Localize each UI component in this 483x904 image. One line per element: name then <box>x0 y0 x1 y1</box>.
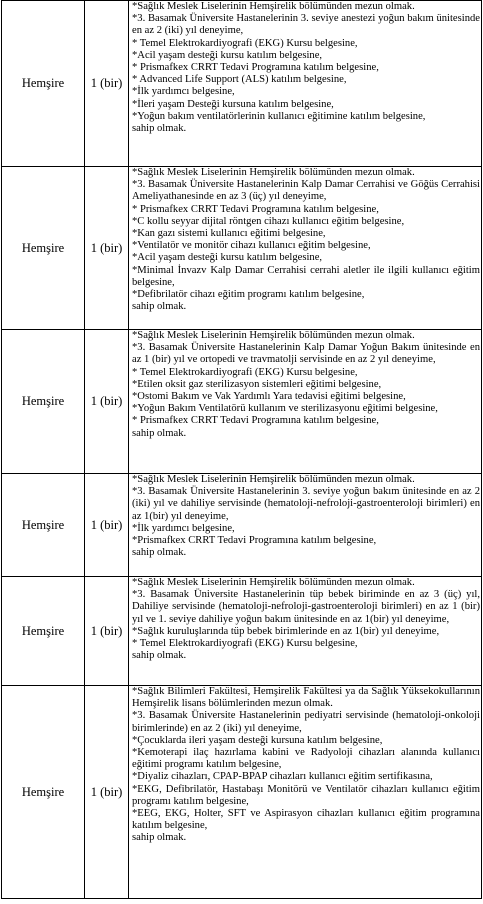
table-row <box>2 474 482 577</box>
requirement-line: *Acil yaşam desteği kursu katılım belgesine, <box>132 49 323 61</box>
requirement-line: *Prismafkex CRRT Tedavi Programına katılım belgesine, <box>132 535 377 547</box>
position-title: Hemşire <box>2 577 85 686</box>
requirements-cell <box>129 167 482 330</box>
requirements-cell <box>129 686 482 899</box>
requirement-line: *Defibrilatör cihazı eğitim programı katılım belgesine, <box>132 289 365 301</box>
position-title: Hemşire <box>2 330 85 474</box>
requirements-cell <box>129 474 482 577</box>
table-row <box>2 686 482 899</box>
requirement-line: sahip olmak. <box>132 301 187 313</box>
position-title: Hemşire <box>2 1 85 167</box>
requirement-line: *İleri yaşam Desteği kursuna katılım belgesine, <box>132 98 334 110</box>
requirement-line: *Sağlık Meslek Liselerinin Hemşirelik bölümünden mezun olmak. <box>132 577 415 588</box>
requirement-line: *Kemoterapi ilaç hazırlama kabini ve Radyoloji cihazları alanında kullanıcı eğitimi programı katılım belgesine, <box>132 747 480 771</box>
requirement-line: * Advanced Life Support (ALS) katılım belgesine, <box>132 74 347 86</box>
requirement-line: *3. Basamak Üniversite Hastanelerinin Kalp Damar Yoğun Bakım ünitesinde en az 1 (bir) yıl ve ortopedi ve travmatolji servisinde en az 2 yıl deneyime, <box>132 342 480 366</box>
requirement-line: *Kan gazı sistemi kullanıcı eğitimi belgesine, <box>132 228 326 240</box>
position-count: 1 (bir) <box>85 1 129 167</box>
position-count: 1 (bir) <box>85 167 129 330</box>
requirement-line: * Temel Elektrokardiyografi (EKG) Kursu belgesine, <box>132 37 358 49</box>
requirement-line: sahip olmak. <box>132 650 187 662</box>
requirement-line: *Ostomi Bakım ve Vak Yardımlı Yara tedavisi eğitimi belgesine, <box>132 391 406 403</box>
table-row <box>2 577 482 686</box>
requirement-line: *Sağlık Meslek Liselerinin Hemşirelik bölümünden mezun olmak. <box>132 474 415 485</box>
requirement-line: *Çocuklarda ileri yaşam desteği kursuna katılım belgesine, <box>132 734 383 746</box>
requirement-line: *3. Basamak Üniversite Hastanelerinin tüp bebek biriminde en az 3 (üç) yıl, Dahiliye servisinde (hematoloji-nefroloji-gastroenteroloji birimleri) en az 1 (bir) yıl ve 1. seviye dahiliye yoğun bakım ünitesinde en az 1(bir) yıl deneyime, <box>132 589 480 625</box>
requirement-line: *EEG, EKG, Holter, SFT ve Aspirasyon cihazları kullanıcı eğitim programına katılım belgesine, <box>132 808 480 832</box>
requirements-cell <box>129 330 482 474</box>
requirement-line: * Prismafkex CRRT Tedavi Programına katılım belgesine, <box>132 415 379 427</box>
requirement-line: *Diyaliz cihazları, CPAP-BPAP cihazları kullanıcı eğitim sertifikasına, <box>132 771 433 783</box>
requirements-cell <box>129 577 482 686</box>
requirement-line: *Yoğun Bakım Ventilatörü kullanım ve sterilizasyonu eğitimi belgesine, <box>132 403 438 415</box>
requirement-line: *Yoğun bakım ventilatörlerinin kullanıcı eğitimine katılım belgesine, <box>132 110 426 122</box>
requirements-table <box>1 0 482 899</box>
requirements-cell <box>129 1 482 167</box>
requirement-line: *Sağlık Meslek Liselerinin Hemşirelik bölümünden mezun olmak. <box>132 167 415 178</box>
requirement-line: * Prismafkex CRRT Tedavi Programına katılım belgesine, <box>132 62 379 74</box>
requirement-line: *Acil yaşam desteği kursu katılım belgesine, <box>132 252 323 264</box>
requirement-line: *Minimal İnvazv Kalp Damar Cerrahisi cerrahi aletler ile ilgili kullanıcı eğitim belgesine, <box>132 264 480 288</box>
requirement-line: *Ventilatör ve monitör cihazı kullanıcı eğitim belgesine, <box>132 240 371 252</box>
requirement-line: *3. Basamak Üniversite Hastanelerinin pediyatri servisinde (hematoloji-onkoloji birimlerinde) en az 2 (iki) yıl deneyime, <box>132 710 480 734</box>
table-row <box>2 330 482 474</box>
position-count: 1 (bir) <box>85 330 129 474</box>
position-count: 1 (bir) <box>85 474 129 577</box>
table-row <box>2 167 482 330</box>
position-title: Hemşire <box>2 474 85 577</box>
requirement-line: *Sağlık Meslek Liselerinin Hemşirelik bölümünden mezun olmak. <box>132 1 415 12</box>
position-count: 1 (bir) <box>85 686 129 899</box>
requirement-line: sahip olmak. <box>132 547 187 559</box>
requirement-line: * Temel Elektrokardiyografi (EKG) Kursu belgesine, <box>132 366 358 378</box>
position-count: 1 (bir) <box>85 577 129 686</box>
requirement-line: * Temel Elektrokardiyografi (EKG) Kursu belgesine, <box>132 638 358 650</box>
requirement-line: *İlk yardımcı belgesine, <box>132 522 235 534</box>
requirement-line: *3. Basamak Üniversite Hastanelerinin 3. seviye yoğun bakım ünitesinde en az 2 (iki) yıl ve dahiliye servisinde (hematoloji-nefroloji-gastroenteroloji birimleri) en az 1(bir) yıl deneyime, <box>132 486 480 522</box>
requirement-line: *3. Basamak Üniversite Hastanelerinin 3. seviye anestezi yoğun bakım ünitesinde en az 2 (iki) yıl deneyime, <box>132 13 480 37</box>
requirement-line: sahip olmak. <box>132 427 187 439</box>
position-title: Hemşire <box>2 167 85 330</box>
position-title: Hemşire <box>2 686 85 899</box>
requirement-line: *Sağlık Bilimleri Fakültesi, Hemşirelik Fakültesi ya da Sağlık Yüksekokullarının Hemşirelik lisans bölümlerinden mezun olmak. <box>132 686 480 710</box>
table-row <box>2 1 482 167</box>
requirement-line: * Prismafkex CRRT Tedavi Programına katılım belgesine, <box>132 203 379 215</box>
requirement-line: *C kollu seyyar dijital röntgen cihazı kullanıcı eğitim belgesine, <box>132 215 405 227</box>
requirement-line: sahip olmak. <box>132 832 187 844</box>
requirement-line: *İlk yardımcı belgesine, <box>132 86 235 98</box>
requirement-line: *3. Basamak Üniversite Hastanelerinin Kalp Damar Cerrahisi ve Göğüs Cerrahisi Ameliyathanesinde en az 3 (üç) yıl deneyime, <box>132 179 480 203</box>
requirement-line: *Sağlık Meslek Liselerinin Hemşirelik bölümünden mezun olmak. <box>132 330 415 341</box>
requirement-line: *Etilen oksit gaz sterilizasyon sistemleri eğitimi belgesine, <box>132 378 382 390</box>
requirement-line: *EKG, Defibrilatör, Hastabaşı Monitörü ve Ventilatör cihazları kullanıcı eğitim programı katılım belgesine, <box>132 783 480 807</box>
requirement-line: *Sağlık kuruluşlarında tüp bebek birimlerinde en az 1(bir) yıl deneyime, <box>132 625 440 637</box>
requirement-line: sahip olmak. <box>132 123 187 135</box>
